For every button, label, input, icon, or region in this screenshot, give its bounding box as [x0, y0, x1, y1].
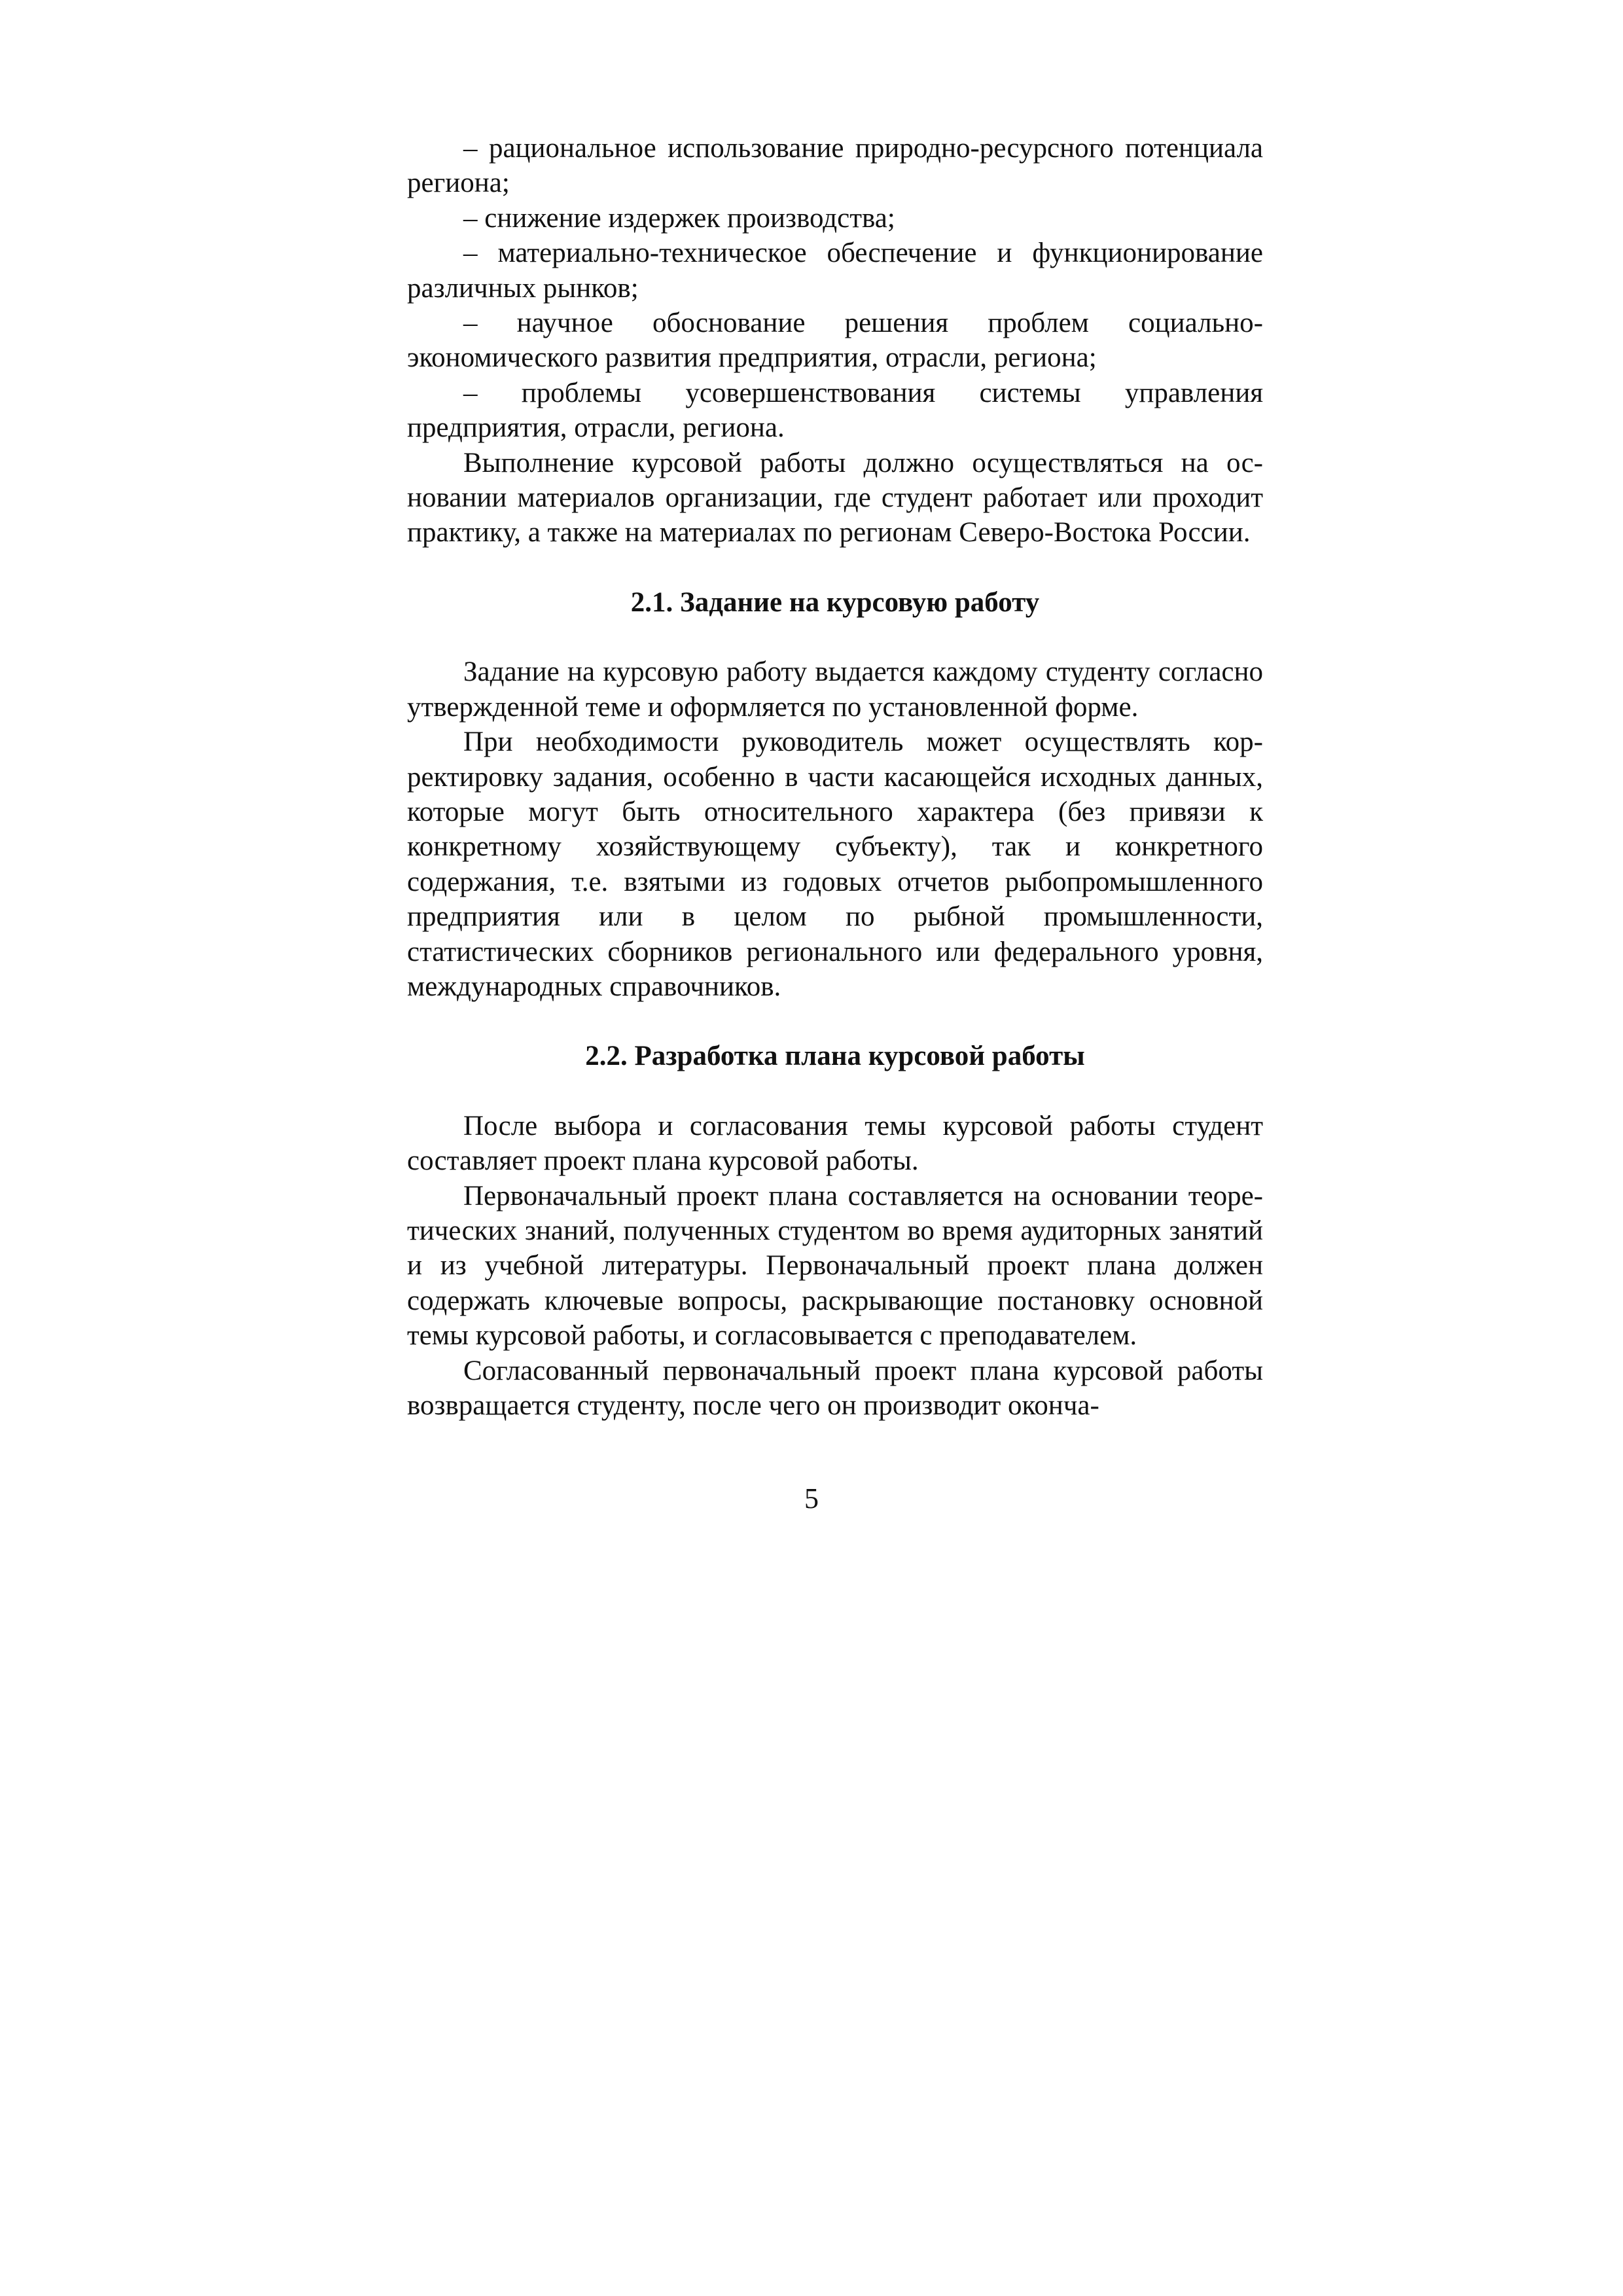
bullet-list	[407, 131, 1263, 446]
section-heading-2-2: 2.2. Разработка плана курсовой работы	[585, 1041, 1085, 1072]
section-1-paragraph: Задание на курсовую работу выдается каждому студенту согласно утвержденной теме и оформляется по установленной форме.	[407, 656, 1263, 723]
list-item: – научное обоснование решения проблем социально-экономического развития предприятия, отрасли, региона;	[407, 308, 1263, 374]
section-2-paragraph: Согласованный первоначальный проект плана курсовой работы возвращается студенту, после чего он производит оконча-	[407, 1355, 1263, 1421]
list-item: – материально-техническое обеспечение и функционирование различных рынков;	[407, 238, 1263, 304]
section-2-paragraph: После выбора и согласования темы курсовой работы студент составляет проект плана курсовой работы.	[407, 1110, 1263, 1177]
list-item: – проблемы усовершенствования системы управления предприятия, отрасли, региона.	[407, 377, 1263, 444]
section-2-paragraph: Первоначальный проект плана составляется на основании теоретических знаний, полученных студентом во время аудиторных занятий и из учебной литературы. Первоначальный проект плана должен содержать ключевые вопросы, раскрывающие постановку основной темы курсовой работы, и согласовывается с преподавателем.	[407, 1180, 1263, 1352]
list-item: – рациональное использование природно-ресурсного потенциала региона;	[407, 133, 1263, 199]
list-item: – снижение издержек производства;	[463, 202, 895, 234]
page-body	[407, 131, 1263, 1423]
section-1-paragraph: При необходимости руководитель может осуществлять корректировку задания, особенно в части касающейся исходных данных, которые могут быть относительного характера (без привязи к конкретному хозяйствующему субъекту), так и конкретного содержания, т.е. взятыми из годовых отчетов рыбопромышленного предприятия или в целом по рыбной промышленности, статистических сборников регионального или федерального уровня, международных справочников.	[407, 726, 1263, 1002]
intro-paragraph: Выполнение курсовой работы должно осуществляться на основании материалов организации, где студент работает или проходит практику, а также на материалах по регионам Северо-Востока России.	[407, 447, 1263, 548]
section-heading-2-1: 2.1. Задание на курсовую работу	[630, 586, 1040, 618]
page-number: 5	[804, 1482, 819, 1515]
